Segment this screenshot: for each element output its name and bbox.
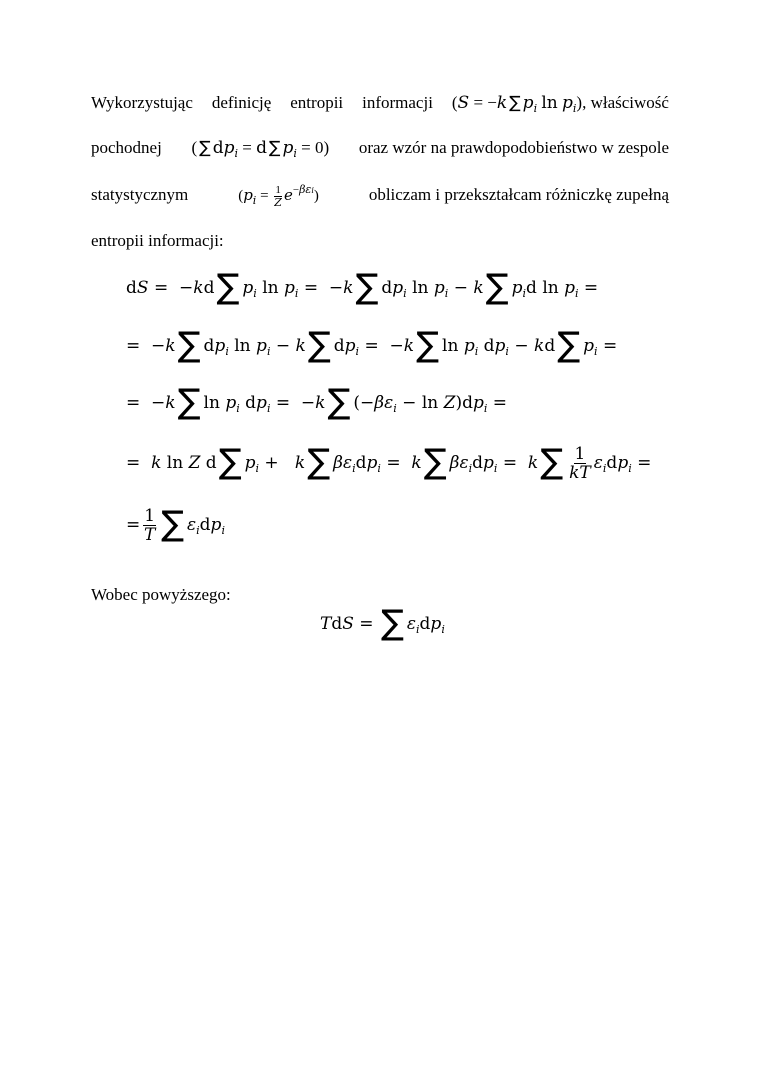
equation-line-3: = − k ∑ ln $p_i$ d $p_i$ = − k ∑ (− $\beta\varepsilon_i$ − ln Z ) d $p_i$ = [126, 382, 508, 422]
derivative-property-inline: ( ∑ $dp_i = d$ ∑ $p_i = 0$) [191, 138, 330, 160]
conclusion-label: Wobec powyższego: [91, 585, 231, 604]
text-run: obliczam i przekształcam różniczkę zupełną [368, 185, 669, 204]
word: entropii [290, 93, 344, 112]
equation-line-5: = $\frac{1}{T}$ ∑ $\varepsilon_i$ d $p_i$ [126, 504, 225, 545]
intro-line-1 [91, 92, 669, 116]
equation-line-1: d S = − k d ∑ $p_i$ ln $p_i$ = − k ∑ d $p_i$ ln $p_i$ − k ∑ $p_i$ d ln $p_i$ = [126, 267, 599, 307]
equation-line-2: = − k ∑ d $p_i$ ln $p_i$ − k ∑ d $p_i$ = − k ∑ ln $p_i$ d $p_i$ − k d ∑ $p_i$ = [126, 325, 618, 365]
entropy-definition-inline: (S = −k ∑ $p_i$ $\ln p_i$), właściwość [451, 93, 669, 115]
word: pochodnej [91, 138, 162, 157]
final-equation: T d S = ∑ $\varepsilon_i$ d $p_i$ [320, 603, 445, 643]
word: definicję [211, 93, 272, 112]
probability-formula-inline: ($p_i$ = $\frac{1}{Z}$ $e^{-\beta\varepsilon i}$) [238, 183, 319, 210]
word: statystycznym [91, 185, 189, 204]
text-run: oraz wzór na prawdopodobieństwo w zespole [358, 138, 669, 157]
text-run: entropii informacji: [91, 231, 224, 250]
word: Wykorzystując [91, 93, 193, 112]
intro-line-2 [91, 137, 669, 161]
word: informacji [362, 93, 433, 112]
intro-line-3 [91, 184, 669, 209]
intro-line-4 [91, 230, 669, 252]
equation-line-4: = k ln Z d ∑ $p_i$ + k ∑ $\beta\varepsilon_i$ d $p_i$ = k ∑ $\beta\varepsilon_i$ d $p_i$ = k ∑ $\frac{1}{kT}$ $\varepsilon_i$ d $p_i$ = [126, 442, 652, 483]
